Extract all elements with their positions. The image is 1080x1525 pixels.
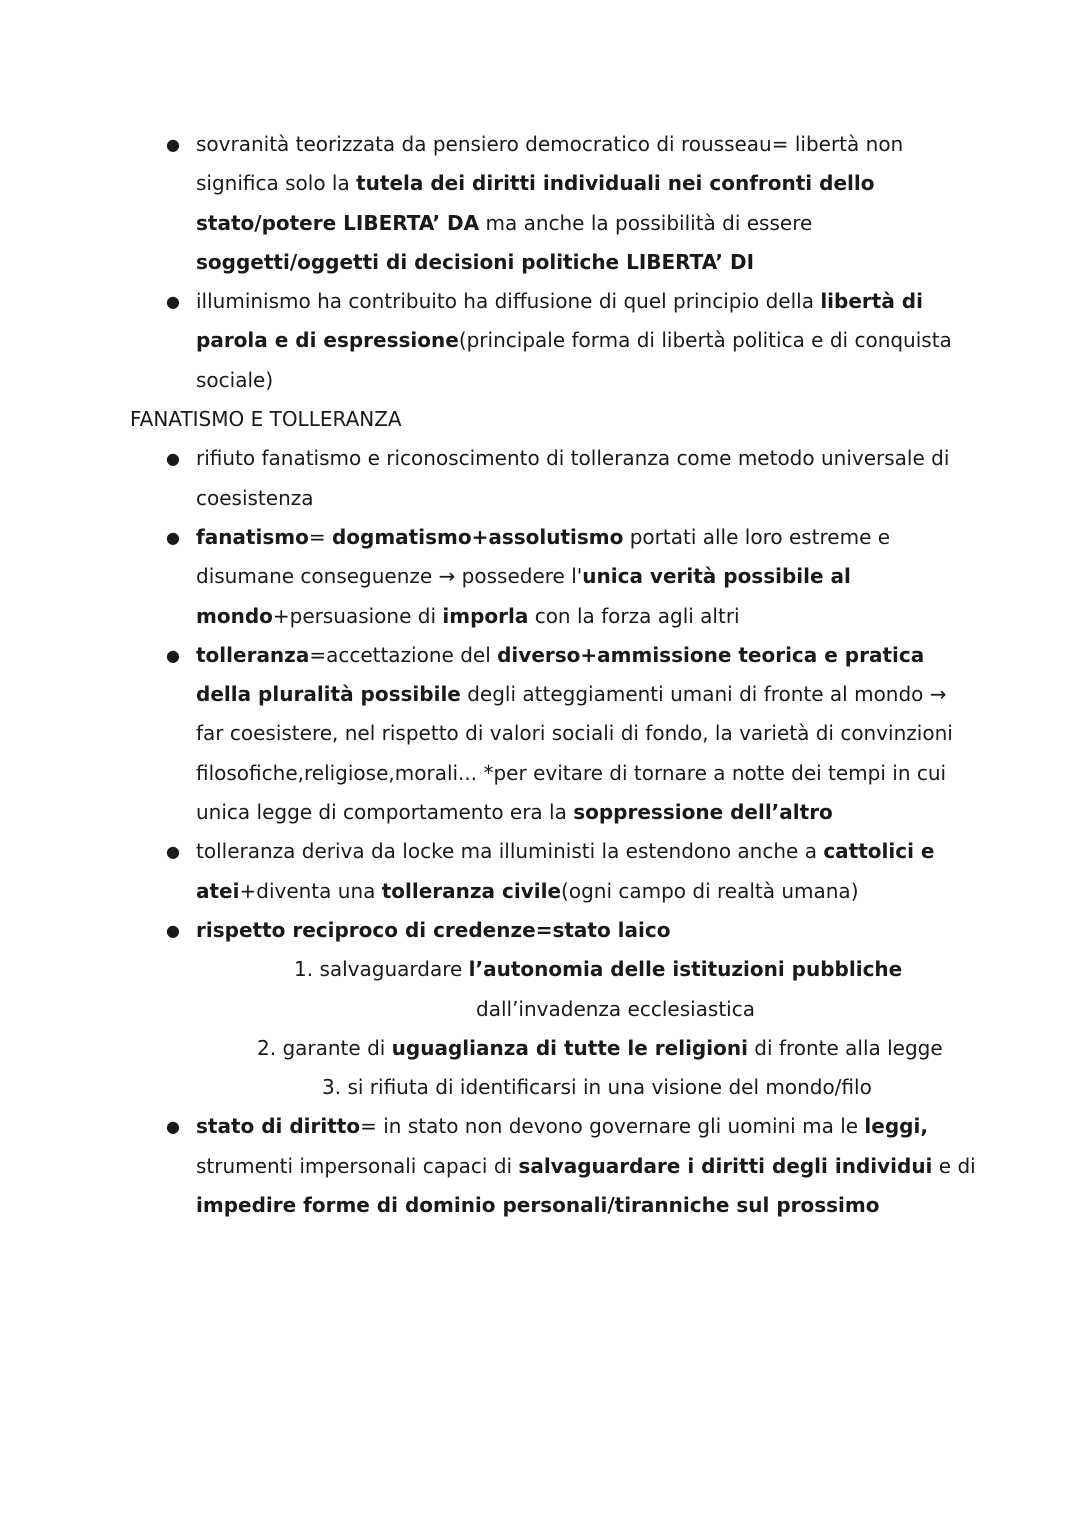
text-span: portati alle loro estreme e	[623, 524, 891, 549]
numbered-item	[0, 1068, 1080, 1107]
text-span: +persuasione di	[272, 603, 443, 628]
bullet-icon: ●	[166, 1117, 180, 1137]
bullet-icon: ●	[166, 920, 180, 940]
section-heading: FANATISMO E TOLLERANZA	[130, 407, 402, 432]
text-span: significa solo la	[196, 171, 357, 196]
bold-text: atei	[196, 878, 240, 903]
text-span: e di	[932, 1153, 976, 1178]
bullet-icon: ●	[166, 449, 180, 469]
text-span: = in stato non devono governare gli uomini ma le	[360, 1114, 865, 1139]
text-span: dall’invadenza ecclesiastica	[476, 996, 755, 1021]
bullet-line	[0, 1107, 1080, 1146]
text-span: tolleranza deriva da locke ma illuministi la estendono anche a	[196, 839, 824, 864]
bullet-line	[0, 832, 1080, 871]
text-span: si rifiuta di identificarsi in una visione del mondo/filo	[347, 1075, 872, 1100]
bold-text: soggetti/oggetti di decisioni politiche LIBERTA’ DI	[196, 249, 755, 274]
bullet-line	[0, 557, 1080, 596]
numbered-item	[0, 1029, 1080, 1068]
text-span: salvaguardare	[319, 957, 469, 982]
text-span: +diventa una	[239, 878, 382, 903]
bullet-line	[0, 1147, 1080, 1186]
bullet-icon: ●	[166, 527, 180, 547]
bold-text: impedire forme di dominio personali/tiranniche sul prossimo	[196, 1193, 880, 1218]
document-page	[0, 125, 1080, 1225]
numbered-list	[0, 950, 1080, 1107]
bold-text: tolleranza	[196, 642, 310, 667]
bullet-line	[0, 361, 1080, 400]
bullet-line	[0, 125, 1080, 164]
bold-text: unica verità possibile al	[582, 564, 851, 589]
bold-text: stato/potere LIBERTA’ DA	[196, 210, 480, 235]
text-span: (ogni campo di realtà umana)	[561, 878, 859, 903]
bold-text: mondo	[196, 603, 273, 628]
bullet-line	[0, 636, 1080, 675]
text-span: strumenti impersonali capaci di	[196, 1153, 519, 1178]
text-span: (principale forma di libertà politica e di conquista	[458, 328, 952, 353]
bold-text: dogmatismo+assolutismo	[331, 524, 624, 549]
text-span: disumane conseguenze → possedere l'	[196, 564, 583, 589]
numbered-item-continuation	[0, 990, 1080, 1029]
bold-text: stato di diritto	[196, 1114, 361, 1139]
text-span: =	[308, 524, 332, 549]
fanatismo-bullet-list	[0, 439, 1080, 950]
bullet-line	[0, 911, 1080, 950]
text-span: coesistenza	[196, 485, 314, 510]
item-number: 1.	[294, 957, 314, 982]
bold-text: imporla	[442, 603, 529, 628]
bullet-line	[0, 164, 1080, 203]
text-span: filosofiche,religiose,morali... *per evitare di tornare a notte dei tempi in cui	[196, 760, 947, 785]
numbered-item	[0, 950, 1080, 989]
bold-text: tutela dei diritti individuali nei confronti dello	[356, 171, 875, 196]
text-span: con la forza agli altri	[528, 603, 740, 628]
bullet-icon: ●	[166, 135, 180, 154]
bullet-line	[0, 439, 1080, 478]
text-span: degli atteggiamenti umani di fronte al mondo →	[460, 682, 947, 707]
bullet-icon: ●	[166, 292, 180, 312]
text-span: ma anche la possibilità di essere	[479, 210, 813, 235]
bold-text: rispetto reciproco di credenze=stato laico	[196, 917, 671, 942]
text-span: rifiuto fanatismo e riconoscimento di tolleranza come metodo universale di	[196, 446, 950, 471]
bullet-line	[0, 675, 1080, 714]
bold-text: l’autonomia delle istituzioni pubbliche	[468, 957, 903, 982]
bold-text: diverso+ammissione teorica e pratica	[497, 642, 925, 667]
bold-text: cattolici e	[823, 839, 935, 864]
text-span: di fronte alla legge	[747, 1035, 943, 1060]
item-number: 3.	[322, 1075, 342, 1100]
bullet-line	[0, 479, 1080, 518]
text-span: sovranità teorizzata da pensiero democratico di rousseau= libertà non	[196, 132, 904, 156]
bold-text: leggi,	[864, 1114, 928, 1139]
item-number: 2.	[257, 1035, 277, 1060]
bullet-line	[0, 1186, 1080, 1225]
bullet-line	[0, 597, 1080, 636]
bold-text: parola e di espressione	[196, 328, 459, 353]
bullet-line	[0, 872, 1080, 911]
bold-text: uguaglianza di tutte le religioni	[391, 1035, 748, 1060]
text-span: illuminismo ha contribuito ha diffusione di quel principio della	[196, 289, 821, 314]
bold-text: soppressione dell’altro	[573, 800, 833, 825]
bold-text: della pluralità possibile	[196, 682, 461, 707]
bullet-icon: ●	[166, 645, 180, 665]
bullet-line	[0, 321, 1080, 360]
bullet-line	[0, 518, 1080, 557]
text-span: garante di	[282, 1035, 392, 1060]
bold-text: libertà di	[820, 289, 923, 314]
bullet-line	[0, 754, 1080, 793]
bullet-icon: ●	[166, 842, 180, 862]
text-span: =accettazione del	[309, 642, 498, 667]
liberta-bullet-list	[0, 125, 1080, 400]
bullet-line	[0, 714, 1080, 753]
text-span: sociale)	[196, 367, 274, 392]
text-span: far coesistere, nel rispetto di valori sociali di fondo, la varietà di convinzioni	[196, 721, 953, 746]
text-span: unica legge di comportamento era la	[196, 800, 574, 825]
stato-di-diritto-bullet	[0, 1107, 1080, 1225]
bullet-line	[0, 204, 1080, 243]
bold-text: salvaguardare i diritti degli individui	[518, 1153, 933, 1178]
bold-text: fanatismo	[196, 524, 309, 549]
bold-text: tolleranza civile	[381, 878, 562, 903]
bullet-line	[0, 282, 1080, 321]
bullet-line	[0, 793, 1080, 832]
bullet-line	[0, 243, 1080, 282]
